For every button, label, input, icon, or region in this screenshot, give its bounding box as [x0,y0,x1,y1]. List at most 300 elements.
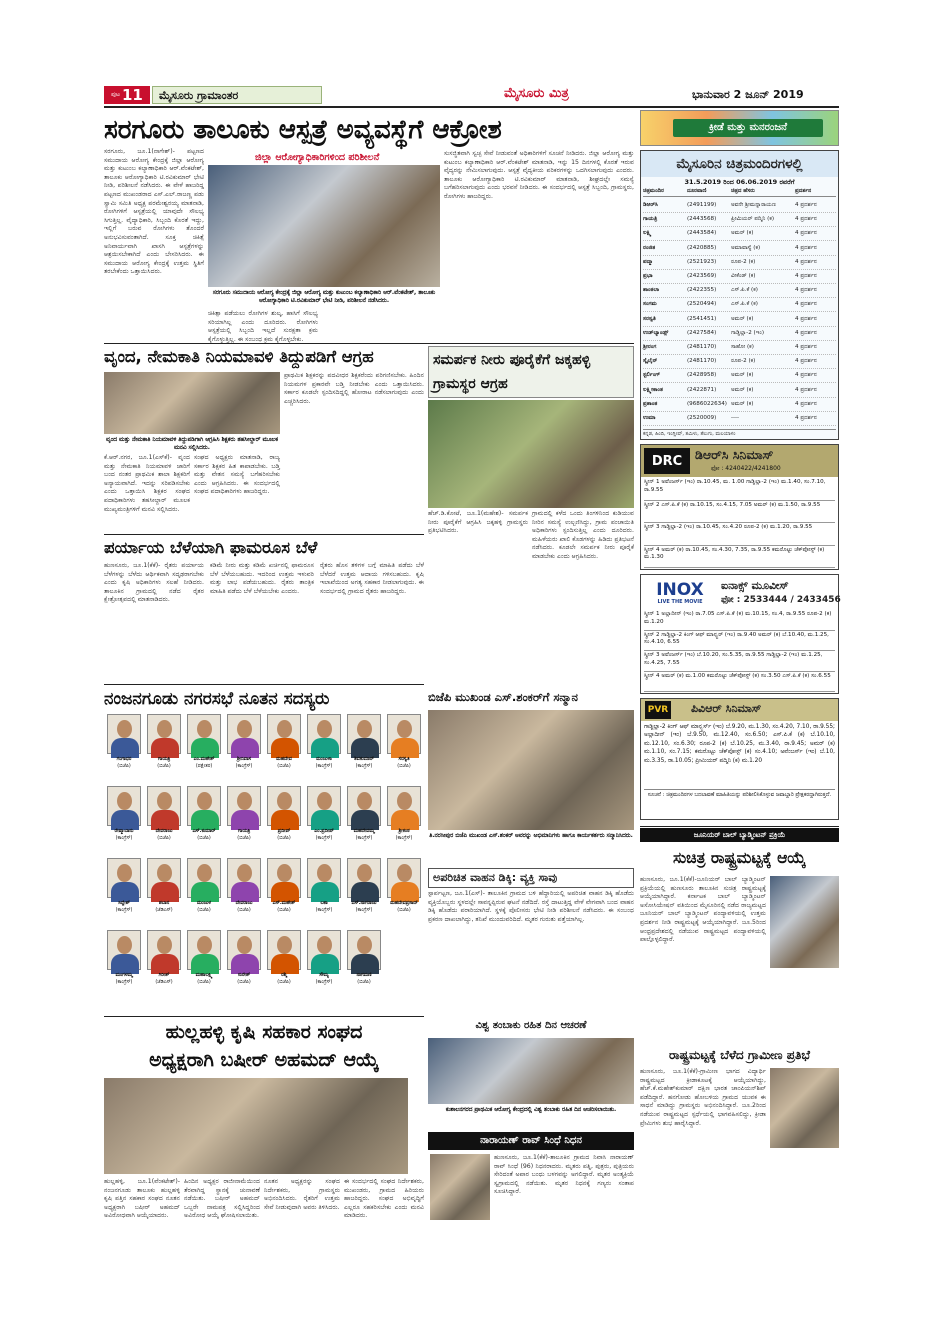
paper-name: ಮೈಸೂರು ಮಿತ್ರ [504,86,569,101]
page-date: ಭಾನುವಾರ 2 ಜೂನ್ 2019 [692,88,804,101]
masthead-rule [104,106,839,108]
cinema-cell: 4 ಪ್ರದರ್ಶನ [795,287,817,294]
portrait-face [197,720,212,738]
cinema-row [643,213,836,227]
portrait-face [117,720,132,738]
cinema-date-range: 31.5.2019 ರಿಂದ 06.06.2019 ರವರೆಗೆ [684,178,795,186]
pension-photo [104,372,280,434]
cinema-cell: (2541451) [687,315,717,322]
portrait-body [271,738,299,758]
badminton-photo [770,876,839,968]
cinema-table [643,199,836,427]
portrait-face [157,720,172,738]
portrait-body [271,810,299,830]
lead-photo [208,165,440,287]
member-portrait [147,714,181,754]
portrait-body [151,738,179,758]
cinema-listing [640,150,839,440]
member-name: ಗಾಯತ್ರಿ [237,829,251,834]
lead-photo-caption: ಸರಗೂರು ಸಮುದಾಯ ಆರೋಗ್ಯ ಕೇಂದ್ರಕ್ಕೆ ಜಿಲ್ಲಾ ಆರೋಗ್ಯ ಮತ್ತು ಕುಟುಂಬ ಕಲ್ಯಾಣಾಧಿಕಾರಿ ಆರ್.ವೆಂಕಟೇಶ್, ತಾಲೂಕು ಆರೋಗ್ಯಾಧಿಕಾರಿ ಟಿ.ರವಿಕುಮಾರ್ ಭೇಟಿ ನೀಡಿ, ಪರಿಶೀಲನೆ ನಡೆಸಿದರು. [212,290,436,304]
inox-tagline: LIVE THE MOVIE [657,599,703,605]
cinema-row [643,199,836,213]
member-portrait [187,858,221,898]
cinema-cell: ರೂಪ-2 (ಕ) [731,358,756,365]
member-portrait [347,858,381,898]
member-portrait [187,714,221,754]
portrait-body [151,810,179,830]
pension-headline: ವೃಂದ, ನೇಮಕಾತಿ ನಿಯಮಾವಳಿ ತಿದ್ದುಪಡಿಗೆ ಆಗ್ರಹ [104,347,374,366]
cinema-cell: ಲಕ್ಷ್ಮಿ [643,230,652,237]
member-portrait [307,930,341,970]
member-party: (ಕಾಂಗ್ರೆಸ್) [355,764,373,769]
portrait-body [351,954,379,974]
portrait-face [157,792,172,810]
cinema-column-header: ಪ್ರದರ್ಶನ [795,188,812,194]
cinema-cell: 4 ಪ್ರದರ್ಶನ [795,315,817,322]
member-name: ಮಂಜುಳ [196,901,212,906]
inox-screen-row: ಸ್ಕ್ರೀನ್ 2 ಗಾಡ್ಜಿಲ್ಲಾ-2 ಕಿಂಗ್ ಆಫ್ ಮಾನ್ಸ್ಟರ್ (ಇಂ) ರಾ.9.40 ಅಮರ್ (ಕ) ಬೆ.10.40, ಮ.1.25, ಸಂ.4.10, 6.55 [644,632,835,652]
inox-screen-row: ಸ್ಕ್ರೀನ್ 3 ಅವೆಂಜರ್ಸ್ (ಇಂ) ಬೆ.10.20, ಸಂ.5.35, ರಾ.9.55 ಗಾಡ್ಜಿಲ್ಲಾ-2 (ಇಂ) ಮ.1.25, ಸಂ.4.25, 7.55 [644,652,835,672]
farmer-body-3: ರೈತರು ಹೊಸ ತಳಿಗಳ ಬಗ್ಗೆ ಮಾಹಿತಿ ಪಡೆದು ಬೆಳೆ ಬೆಳೆದರೆ ಉತ್ತಮ ಆದಾಯ ಗಳಿಸಬಹುದು. ಕೃಷಿ ಇಲಾಖೆಯಿಂದ ಅಗತ್ಯ ಸಹಕಾರ ನೀಡಲಾಗುವುದು. ಈ ಸಂದರ್ಭದಲ್ಲಿ ಗ್ರಾಮದ ರೈತರು ಹಾಜರಿದ್ದರು. [320,562,424,595]
farmer-headline: ಪರ್ಯಾಯ ಬೆಳೆಯಾಗಿ ಫಾಮರೂಸ ಬೆಳೆ [104,538,318,557]
portrait-body [351,882,379,902]
cinema-column-header: ಚಿತ್ರದ ಹೆಸರು [731,188,755,194]
portrait-body [311,954,339,974]
member-name: ಎಸ್.ಕುಮಾರ್ [192,829,216,834]
portrait-face [237,792,252,810]
cinema-cell: (2428958) [687,372,717,379]
cinema-cell: (9686022634) [687,400,727,407]
portrait-face [157,936,172,954]
portrait-face [317,720,332,738]
cinema-cell: (2481170) [687,344,717,350]
member-portrait [107,858,141,898]
cinema-cell: 4 ಪ್ರದರ್ಶನ [795,358,817,365]
portrait-body [271,954,299,974]
cinema-cell: 4 ಪ್ರದರ್ಶನ [795,273,817,279]
section-title [152,86,322,104]
portrait-face [397,792,412,810]
cinema-cell: ಎಸ್.ಪಿ.ಕೆ (ಕ) [731,287,758,294]
portrait-face [237,864,252,882]
page-label: ಪುಟ [111,91,120,98]
lead-body-right: ಸುಸಜ್ಜಿತವಾಗಿ ಸ್ವಚ್ಛ ಸೇವೆ ನೀಡುವಂತೆ ಅಧಿಕಾರಿಗಳಿಗೆ ಸೂಚನೆ ನೀಡಿದರು. ಜಿಲ್ಲಾ ಆರೋಗ್ಯ ಮತ್ತು ಕುಟುಂಬ ಕಲ್ಯಾಣಾಧಿಕಾರಿ ಆರ್.ವೆಂಕಟೇಶ್ ಮಾತನಾಡಿ, ಇನ್ನು 15 ದಿನಗಳಲ್ಲಿ ಕೊರತೆ ಇರುವ ವೈದ್ಯರನ್ನು ನೇಮಿಸಲಾಗುವುದು. ಆಸ್ಪತ್ರೆ ವೈದ್ಯಕೀಯ ಪರಿಕರಗಳನ್ನು ಒದಗಿಸಲಾಗುವುದು ಎಂದರು. ತಾಲೂಕು ಆರೋಗ್ಯಾಧಿಕಾರಿ ಟಿ.ರವಿಕುಮಾರ್ ಮಾತನಾಡಿ, ಶೀಘ್ರದಲ್ಲೇ ಸಮಸ್ಯೆ ಬಗೆಹರಿಸಲಾಗುವುದು ಎಂದು ಭರವಸೆ ನೀಡಿದರು. ಈ ಸಂದರ್ಭದಲ್ಲಿ ಆಸ್ಪತ್ರೆ ಸಿಬ್ಬಂದಿ, ಗ್ರಾಮಸ್ಥರು, ರೋಗಿಗಳು ಹಾಜರಿದ್ದರು. [444,150,634,200]
member-name: ಶ್ರೀಕಂಠ [398,829,410,834]
member-portrait [267,930,301,970]
page-number-badge [104,86,150,104]
member-portrait [147,858,181,898]
cinema-cell: 4 ಪ್ರದರ್ಶನ [795,301,817,308]
member-name: ಮಂಗಳಮ್ಮ [115,973,133,978]
cinema-cell: 4 ಪ್ರದರ್ಶನ [795,344,817,350]
cinema-cell: (2520494) [687,301,717,308]
drc-header [641,445,838,477]
member-portrait [187,786,221,826]
member-portrait [307,858,341,898]
cinema-cell: ಸ್ಟರ್ಲಿಂಗ್ [643,372,661,379]
portrait-face [117,864,132,882]
inox-logo-text: INOX [656,580,704,600]
tobacco-photo [428,1038,634,1104]
cinema-cell: (2422355) [687,287,717,294]
member-name: ಮಂಜುಳಾ [316,757,332,762]
pvr-title: ಪಿವಿಆರ್ ಸಿನಿಮಾಸ್ [691,702,762,715]
cinema-column-header: ದೂರವಾಣಿ [687,188,707,194]
cinema-cell: (2422871) [687,386,717,393]
cinema-row [643,298,836,312]
member-name: ಸುರೇಶ್ [237,973,251,978]
pension-caption: ವೃಂದ ಮತ್ತು ನೇಮಕಾತಿ ನಿಯಮಾವಳಿ ತಿದ್ದುಪಡಿಗಾಗಿ ಆಗ್ರಹಿಸಿ ಶಿಕ್ಷಕರು ತಹಸೀಲ್ದಾರ್ ಮೂಲಕ ಮನವಿ ಸಲ್ಲಿಸಿದರು. [105,437,279,451]
obituary-headline-text: ನಾರಾಯಣ್ ರಾವ್ ಸಿಂಧೆ ನಿಧನ [480,1135,582,1146]
member-name: ಸೌಮ್ಯ [319,973,329,978]
member-name: ಸರಸ್ವತಿ [398,757,410,762]
cinema-cell: ಪದ್ಮಾ [643,258,653,265]
cinema-cell: ಸಂಗಮ [643,301,657,308]
portrait-body [311,810,339,830]
inox-screen-row: ಸ್ಕ್ರೀನ್ 4 ಅಮರ್ (ಕ) ಮ.1.00 ಕಮರೊಟ್ಟು ಚೆಕ್‌ಪೋಸ್ಟ್ (ಕ) ಸಂ.3.50 ಎಸ್.ಪಿ.ಕೆ (ಕ) ಸಂ.6.55 [644,673,835,693]
portrait-body [311,738,339,758]
member-portrait [267,786,301,826]
cinema-cell: ಗಾಯತ್ರಿ [643,216,658,223]
drc-title: ಡಿಆರ್‌ಸಿ ಸಿನಿಮಾಸ್ [695,447,774,462]
pvr-body: ಗಾಡ್ಜಿಲ್ಲಾ-2 ಕಿಂಗ್ ಆಫ್ ಮಾನ್ಸ್ಟರ್ಸ್ (ಇಂ) ಬೆ.9.20, ಮ.1.30, ಸಂ.4.20, 7.10, ರಾ.9.55; ಅಲ್ಲಾದೀನ್ (ಇಂ) ಬೆ.9.50, ಮ.12.40, ಸಂ.6.50; ಎಸ್.ಪಿ.ಕೆ (ಕ) ಬೆ.10.10, ಮ.12.10, ಸಂ.6.30; ರೂಪ-2 (ಕ) ಬೆ.10.25, ಮ.3.40, ರಾ.9.45; ಅಮರ್ (ಕ) ಮ.1.10, ಸಂ.7.15; ಕಮರೊಟ್ಟು ಚೆಕ್‌ಪೋಸ್ಟ್ (ಕ) ಸಂ.4.10; ಅವೆಂಜರ್ಸ್ (ಇಂ) ಬೆ.10, ಮ.3.35, ರಾ.10.05; ಪ್ರೀಮಿಯರ್ ಪದ್ಮಿನಿ (ಕ) ಮ.1.20 [644,724,835,764]
cinema-cell: 4 ಪ್ರದರ್ಶನ [795,244,817,251]
member-name: ಗಂಗಾಧರ [116,757,132,762]
masthead-bar [104,86,839,104]
cinema-table-header [643,188,836,197]
lead-headline: ಸರಗೂರು ತಾಲೂಕು ಆಸ್ಪತ್ರೆ ಅವ್ಯವಸ್ಥೆಗೆ ಆಕ್ರೋಶ [104,115,502,145]
member-portrait [387,786,421,826]
cinema-row [643,341,836,355]
cinema-cell: ಪ್ರೀಮಿಯರ್ ಪದ್ಮಿನಿ (ಕ) [731,216,775,223]
member-name: ಗಿರೀಶ್ [158,973,170,978]
cinema-cell: (2520009) [687,415,717,421]
cinema-cell: ರೂಪ-2 (ಕ) [731,258,756,265]
member-party: (ಬಿಜೆಪಿ) [117,764,131,769]
badminton-body: ಹುಣಸೂರು, ಜೂ.1(ಕೆಕೆ)-ಜೂನಿಯರ್ ಬಾಲ್ ಬ್ಯಾಡ್ಮಿಂಟನ್ ಪ್ರಕ್ರಿಯೆಯಲ್ಲಿ ಹುಣಸೂರು ತಾಲೂಕಿನ ಸುಚಿತ್ರ ರಾಷ್ಟ್ರಮಟ್ಟಕ್ಕೆ ಆಯ್ಕೆಯಾಗಿದ್ದಾರೆ. ಕರ್ನಾಟಕ ಬಾಲ್ ಬ್ಯಾಡ್ಮಿಂಟನ್ ಅಸೋಸಿಯೇಷನ್ ವತಿಯಿಂದ ಮೈಸೂರಿನಲ್ಲಿ ನಡೆದ ರಾಜ್ಯಮಟ್ಟದ ಜೂನಿಯರ್ ಬಾಲ್ ಬ್ಯಾಡ್ಮಿಂಟನ್ ಪಂದ್ಯಾವಳಿಯಲ್ಲಿ ಉತ್ತಮ ಪ್ರದರ್ಶನ ನೀಡಿ ರಾಷ್ಟ್ರಮಟ್ಟಕ್ಕೆ ಆಯ್ಕೆಯಾಗಿದ್ದಾರೆ. ಜೂ.5ರಿಂದ ಆಂಧ್ರಪ್ರದೇಶದಲ್ಲಿ ನಡೆಯುವ ರಾಷ್ಟ್ರಮಟ್ಟದ ಪಂದ್ಯಾವಳಿಯಲ್ಲಿ ಪಾಲ್ಗೊಳ್ಳಲಿದ್ದಾರೆ. [640,876,766,944]
rural-talent-body: ಹುಣಸೂರು, ಜೂ.1(ಕೆಕೆ)-ಗ್ರಾಮೀಣ ಭಾಗದ ವಿದ್ಯಾರ್ಥಿ ರಾಷ್ಟ್ರಮಟ್ಟದ ಕ್ರೀಡಾಕೂಟಕ್ಕೆ ಆಯ್ಕೆಯಾಗಿದ್ದು, ಹೆಚ್.ಕೆ.ಮಹೇಶ್‌ಕುಮಾರ್ ದಕ್ಷಿಣ ಭಾರತ ಚಾಂಪಿಯನ್‌ಶಿಪ್ ಪಡೆದಿದ್ದಾರೆ. ಹನಗೋಡು ಹೋಬಳಿಯ ಗ್ರಾಮದ ಯುವಕ ಈ ಸಾಧನೆ ಮಾಡಿದ್ದು ಗ್ರಾಮಸ್ಥರು ಅಭಿನಂದಿಸಿದ್ದಾರೆ. ಜೂ.2ರಿಂದ ನಡೆಯುವ ರಾಷ್ಟ್ರಮಟ್ಟದ ಸ್ಪರ್ಧೆಯಲ್ಲಿ ಭಾಗವಹಿಸಲಿದ್ದು, ಕ್ರೀಡಾ ಪ್ರೇಮಿಗಳು ಶುಭ ಹಾರೈಸಿದ್ದಾರೆ. [640,1068,766,1127]
drc-logo [644,448,690,474]
member-party: (ಬಿಜೆಪಿ) [237,980,251,985]
sports-banner-text: ಕ್ರೀಡೆ ಮತ್ತು ಮನರಂಜನೆ [673,119,823,137]
council-members-grid [104,714,424,1000]
drc-phone: ಫೋ : 4240422/4241800 [711,465,781,472]
cinema-cell: ಅಮರ್ (ಕ) [731,386,754,393]
cinema-cell: (2427584) [687,329,717,336]
member-portrait [107,930,141,970]
cinema-row [643,398,836,412]
cinema-row [643,242,836,256]
member-portrait [267,858,301,898]
member-name: ಸಿದ್ದೇಶ್ [118,901,130,906]
cinema-title: ಮೈಸೂರಿನ ಚಿತ್ರಮಂದಿರಗಳಲ್ಲಿ [641,151,838,177]
member-portrait [347,930,381,970]
portrait-body [191,882,219,902]
pvr-note: ಸೂಚನೆ : ಚಿತ್ರಮಂದಿರಗಳ ಬದಲಾವಣೆ ಮಾಹಿತಿಯನ್ನು ಪರಿಶೀಲಿಸಿಕೊಳ್ಳುವ ಜವಾಬ್ದಾರಿ ಪ್ರೇಕ್ಷಕರದ್ದಾಗಿರುತ್ತದೆ. [644,789,835,817]
member-portrait [107,714,141,754]
cinema-cell: 4 ಪ್ರದರ್ಶನ [795,372,817,379]
badminton-kicker-text: ಜೂನಿಯರ್ ಬಾಲ್ ಬ್ಯಾಡ್ಮಿಂಟನ್ ಪ್ರಕ್ರಿಯೆ [693,831,786,839]
portrait-body [231,810,259,830]
portrait-face [357,792,372,810]
portrait-face [317,792,332,810]
farmer-body-1: ಹುಣಸೂರು, ಜೂ.1(ಕೆಕೆ)- ರೈತರು ಪರ್ಯಾಯ ಬೆಳೆಗಳನ್ನು ಬೆಳೆದು ಆರ್ಥಿಕವಾಗಿ ಸದೃಢರಾಗಬೇಕು ಎಂದು ಕೃಷಿ ಅಧಿಕಾರಿಗಳು ಸಲಹೆ ನೀಡಿದರು. ತಾಲೂಕಿನ ಗ್ರಾಮದಲ್ಲಿ ನಡೆದ ರೈತರ ಕ್ಷೇತ್ರೋತ್ಸವದಲ್ಲಿ ಮಾತನಾಡಿದರು. [104,562,204,604]
member-party: (ಬಿಜೆಪಿ) [157,836,171,841]
portrait-face [197,792,212,810]
member-name: ಮಹಾಲಕ್ಷ್ಮಿ [195,973,213,978]
water-caption: ಹೆಚ್.ಡಿ.ಕೋಟೆ, ಜೂ.1(ಮಹೇಶ)- ಸಮರ್ಪಕ ನೀರು ಪೂರೈಕೆಗೆ ಆಗ್ರಹಿಸಿ ಜಕ್ಕಹಳ್ಳಿ ಗ್ರಾಮಸ್ಥರು ಪ್ರತಿಭಟಿಸಿದರು. [428,510,528,535]
member-name: ಎಸ್.ಮಹೇಶ್ [272,901,296,906]
cinema-cell: ಡಿಆರ್‌ಸಿ [643,202,658,208]
portrait-body [231,954,259,974]
portrait-face [117,936,132,954]
pvr-logo [645,701,671,719]
obituary-body: ಹುಣಸೂರು, ಜೂ.1(ಕೆಕೆ)-ತಾಲೂಕಿನ ಗ್ರಾಮದ ನಿವಾಸಿ ನಾರಾಯಣ್ ರಾವ್ ಸಿಂಧೆ (96) ನಿಧನರಾದರು. ಮೃತರು ಪತ್ನಿ, ಪುತ್ರರು, ಪುತ್ರಿಯರು ಸೇರಿದಂತೆ ಅಪಾರ ಬಂಧು ಬಳಗವನ್ನು ಅಗಲಿದ್ದಾರೆ. ಮೃತರ ಅಂತ್ಯಕ್ರಿಯೆ ಸ್ವಗ್ರಾಮದಲ್ಲಿ ನಡೆಯಿತು. ಮೃತರ ನಿಧನಕ್ಕೆ ಗಣ್ಯರು ಸಂತಾಪ ಸೂಚಿಸಿದ್ದಾರೆ. [494,1154,634,1196]
member-portrait [227,930,261,970]
drc-screen-row: ಸ್ಕ್ರೀನ್ 3 ಗಾಡ್ಜಿಲ್ಲಾ-2 (ಇಂ) ರಾ.10.45, ಸಂ.4.20 ರೂಪ-2 (ಕ) ಮ.1.20, ರಾ.9.55 [644,524,835,546]
cinema-cell: ಅಮರ್ (ಕ) [731,230,754,237]
portrait-face [317,864,332,882]
member-portrait [387,714,421,754]
drc-screen-row: ಸ್ಕ್ರೀನ್ 4 ಅಮರ್ (ಕ) ರಾ.10.45, ಸಂ.4.30, 7.35, ರಾ.9.55 ಕಮರೊಟ್ಟು ಚೆಕ್‌ಪೋಸ್ಟ್ (ಕ) ಮ.1.30 [644,547,835,569]
portrait-face [277,864,292,882]
drc-screen-row: ಸ್ಕ್ರೀನ್ 2 ಎಸ್.ಪಿ.ಕೆ (ಕ) ರಾ.10.15, ಸಂ.4.15, 7.05 ಅಮರ್ (ಕ) ಮ.1.50, ರಾ.9.55 [644,502,835,524]
section-label: ಮೈಸೂರು ಗ್ರಾಮಾಂತರ [159,89,239,102]
nanjangud-headline: ನಂಜನಗೂಡು ನಗರಸಭೆ ನೂತನ ಸದಸ್ಯರು [104,689,330,709]
cinema-cell: ಉಡ್‌ಲ್ಯಾಂಡ್ಸ್ [643,329,669,336]
portrait-face [277,720,292,738]
cinema-cell: 4 ಪ್ರದರ್ಶನ [795,216,817,223]
cinema-cell: ಉಮಾ [643,415,656,421]
member-name: ಶ್ರೀನಿವಾಸ [236,757,252,762]
cinema-cell: 4 ಪ್ರದರ್ಶನ [795,386,817,393]
cinema-cell: (2420885) [687,244,717,251]
portrait-face [397,864,412,882]
member-portrait [227,858,261,898]
cinema-cell: 4 ಪ್ರದರ್ಶನ [795,400,817,407]
cinema-cell: ಅಮರ್ (ಕ) [731,400,754,407]
bjp-headline: ಬಿಜೆಪಿ ಮುಖಂಡ ಎಸ್.ಶಂಕರ್‌ಗೆ ಸನ್ಮಾನ [428,690,578,704]
hullahalli-photo [104,1078,408,1174]
nanjangud-top-rule [104,684,424,685]
cinema-footnote: ಕನ್ನಡ, ಹಿಂದಿ, ಇಂಗ್ಲೀಷ್, ತಮಿಳು, ತೆಲುಗು, ಮಲಯಾಳಂ [643,429,836,437]
member-portrait [147,786,181,826]
portrait-face [197,936,212,954]
cinema-cell: (2481170) [687,358,717,365]
portrait-face [117,792,132,810]
portrait-body [351,738,379,758]
member-party: (ಬಿಜೆಪಿ) [197,836,211,841]
member-party: (ಬಿಜೆಪಿ) [157,764,171,769]
member-name: ನಾಗಮಣಿ [356,973,372,978]
member-party: (ಬಿಜೆಪಿ) [277,908,291,913]
member-party: (ಬಿಜೆಪಿ) [277,980,291,985]
portrait-body [151,882,179,902]
member-portrait [187,930,221,970]
member-name: ದೇವರಾಜು [235,901,253,906]
water-headline-text: ಸಮರ್ಪಕ ನೀರು ಪೂರೈಕೆಗೆ ಜಕ್ಕಹಳ್ಳಿ ಗ್ರಾಮಸ್ಥರ ಆಗ್ರಹ [433,352,591,392]
water-headline [428,346,634,398]
member-name: ಪ್ರದೀಪ್ [277,829,291,834]
hullahalli-top-rule [104,1016,424,1017]
drc-box [640,444,839,570]
hullahalli-body-4: ಈ ಸಂದರ್ಭದಲ್ಲಿ ಸಂಘದ ನಿರ್ದೇಶಕರು, ಮುಖಂಡರು, ಗ್ರಾಮದ ಹಿರಿಯರು ಹಾಜರಿದ್ದರು. ಸಂಘದ ಅಭಿವೃದ್ಧಿಗೆ ಎಲ್ಲರೂ ಸಹಕರಿಸಬೇಕು ಎಂದು ಮನವಿ ಮಾಡಿದರು. [344,1178,424,1220]
pension-body-3: ಪ್ರಾಥಮಿಕ ಶಿಕ್ಷಕರನ್ನು ಪದವೀಧರ ಶಿಕ್ಷಕರೆಂದು ಪರಿಗಣಿಸಬೇಕು. ಹಿಂದಿನ ನಿಯಮಗಳ ಪ್ರಕಾರವೇ ಬಡ್ತಿ ನೀಡಬೇಕು ಎಂದು ಒತ್ತಾಯಿಸಿದರು. ಸರ್ಕಾರ ಕೂಡಲೇ ಸ್ಪಂದಿಸದಿದ್ದಲ್ಲಿ ಹೋರಾಟ ನಡೆಸಲಾಗುವುದು ಎಂದು ಎಚ್ಚರಿಸಿದರು. [284,372,424,405]
cinema-cell: ಅಮರ್ (ಕ) [731,315,754,322]
cinema-cell: (2443584) [687,230,717,237]
cinema-column-header: ಚಿತ್ರಮಂದಿರ [643,188,664,194]
water-body: ಗ್ರಾಮದಲ್ಲಿ ಕಳೆದ ಒಂದು ತಿಂಗಳಿನಿಂದ ಕುಡಿಯುವ ನೀರಿನ ಸಮಸ್ಯೆ ಉಲ್ಬಣಿಸಿದ್ದು, ಗ್ರಾಮ ಪಂಚಾಯಿತಿ ಅಧಿಕಾರಿಗಳು ಸ್ಪಂದಿಸುತ್ತಿಲ್ಲ ಎಂದು ದೂರಿದರು. ಮಹಿಳೆಯರು ಖಾಲಿ ಕೊಡಗಳನ್ನು ಹಿಡಿದು ಪ್ರತಿಭಟನೆ ನಡೆಸಿದರು. ಕೂಡಲೇ ಸಮರ್ಪಕ ನೀರು ಪೂರೈಕೆ ಮಾಡಬೇಕು ಎಂದು ಆಗ್ರಹಿಸಿದರು. [532,510,634,560]
cinema-cell: ಸಾಹೋ (ಕ) [731,344,754,350]
cinema-cell: ಅಮಾವಾಸ್ಯೆ (ಕ) [731,244,761,251]
pension-body-1: ಕೆ.ಆರ್.ನಗರ, ಜೂ.1(ಎಸ್‌ಕೆ)- ವೃಂದ ಮತ್ತು ನೇಮಕಾತಿ ನಿಯಮಾವಳಿ ಜಾರಿಗೆ ಬಂದ ನಂತರ ಪ್ರಾಥಮಿಕ ಶಾಲಾ ಶಿಕ್ಷಕರಿಗೆ ಅನ್ಯಾಯವಾಗಿದೆ. ಇದನ್ನು ಸರಿಪಡಿಸಬೇಕು ಎಂದು ಒತ್ತಾಯಿಸಿ ಶಿಕ್ಷಕರ ಸಂಘದ ಪದಾಧಿಕಾರಿಗಳು ತಹಸೀಲ್ದಾರ್ ಮೂಲಕ ಮುಖ್ಯಮಂತ್ರಿಗಳಿಗೆ ಮನವಿ ಸಲ್ಲಿಸಿದರು. [104,454,190,513]
badminton-kicker [640,828,839,842]
inox-screen-row: ಸ್ಕ್ರೀನ್ 1 ಅಲ್ಲಾದೀನ್ (ಇಂ) ರಾ.7.05 ಎಸ್.ಪಿ.ಕೆ (ಕ) ಮ.10.15, ಸಂ.4, ರಾ.9.55 ರೂಪ-2 (ಕ) ಮ.1.20 [644,611,835,631]
cinema-cell: ಲಕ್ಷ್ಮೀಕಾಂತ [643,386,663,393]
member-party: (ಬಿಜೆಪಿ) [277,764,291,769]
member-portrait [227,714,261,754]
hullahalli-headline-2: ಅಧ್ಯಕ್ಷರಾಗಿ ಬಷೀರ್ ಅಹಮದ್ ಆಯ್ಕೆ [149,1049,379,1071]
member-party: (ಬಿಜೆಪಿ) [277,836,291,841]
cinema-cell: ಸರಸ್ವತಿ [643,315,656,322]
member-party: (ಕಾಂಗ್ರೆಸ್) [355,836,373,841]
cinema-cell: ಶ್ರೀರಂಗ [643,344,657,350]
water-photo [428,400,634,508]
member-portrait [227,786,261,826]
member-party: (ಕಾಂಗ್ರೆಸ್) [115,836,133,841]
pension-body-2: ಸಂಘದ ಅಧ್ಯಕ್ಷರು ಮಾತನಾಡಿ, ರಾಜ್ಯ ಸರ್ಕಾರ ಶಿಕ್ಷಕರ ಹಿತ ಕಾಪಾಡಬೇಕು. ಬಡ್ತಿ ಮತ್ತು ವೇತನ ಸಮಸ್ಯೆ ಬಗೆಹರಿಸಬೇಕು ಎಂದು ಆಗ್ರಹಿಸಿದರು. ಈ ಸಂದರ್ಭದಲ್ಲಿ ಸಂಘದ ಪದಾಧಿಕಾರಿಗಳು ಹಾಜರಿದ್ದರು. [194,454,280,496]
cinema-row [643,327,836,341]
hullahalli-headline-1: ಹುಲ್ಲಹಳ್ಳಿ ಕೃಷಿ ಸಹಕಾರ ಸಂಘದ [165,1021,363,1043]
tobacco-headline: ವಿಶ್ವ ತಂಬಾಕು ರಹಿತ ದಿನ ಆಚರಣೆ [475,1020,587,1031]
member-name: ದೇವರಾಜು [155,829,173,834]
member-party: (ಕಾಂಗ್ರೆಸ್) [355,908,373,913]
cinema-cell: (2521923) [687,258,717,265]
cinema-row [643,270,836,284]
member-name: ಮಹದೇವಪ್ರಸಾದ್ [390,901,418,906]
member-name: ಶಬಾನ [158,901,170,906]
accident-headline [428,868,634,888]
portrait-body [391,882,419,902]
cinema-row [643,355,836,369]
portrait-body [111,954,139,974]
member-party: (ಬಿಜೆಪಿ) [197,908,211,913]
cinema-row [643,384,836,398]
member-party: (ಕಾಂಗ್ರೆಸ್) [315,908,333,913]
member-party: (ಕಾಂಗ್ರೆಸ್) [395,836,413,841]
obituary-headline [428,1132,634,1150]
lead-body-left: ಸರಗೂರು, ಜೂ.1(ನಾಗೇಶ್)- ಪಟ್ಟಣದ ಸಮುದಾಯ ಆರೋಗ್ಯ ಕೇಂದ್ರಕ್ಕೆ ಜಿಲ್ಲಾ ಆರೋಗ್ಯ ಮತ್ತು ಕುಟುಂಬ ಕಲ್ಯಾಣಾಧಿಕಾರಿ ಆರ್.ವೆಂಕಟೇಶ್, ತಾಲೂಕು ಆರೋಗ್ಯಾಧಿಕಾರಿ ಟಿ.ರವಿಕುಮಾರ್ ಭೇಟಿ ನೀಡಿ, ಪರಿಶೀಲನೆ ನಡೆಸಿದರು. ಈ ವೇಳೆ ಹಾಜರಿದ್ದ ಪಟ್ಟಣದ ಮುಖಂಡರಾದ ಎಸ್.ಎಲ್.ರಾಜಣ್ಣ ಪಡು ಸ್ವಾಮಿ ಸಮಿತಿ ಅಧ್ಯಕ್ಷ ಪರಮೇಶ್ವರಯ್ಯ ಮಾತನಾಡಿ, ರೋಗಿಗಳಿಗೆ ಆಸ್ಪತ್ರೆಯಲ್ಲಿ ಯಾವುದೇ ಸೌಲಭ್ಯ ಸಿಗುತ್ತಿಲ್ಲ. ವೈದ್ಯಾಧಿಕಾರಿ, ಸಿಬ್ಬಂದಿ ಕೊರತೆ ಇದ್ದು, ಇಲ್ಲಿಗೆ ಬರುವ ರೋಗಿಗಳು ತೊಂದರೆ ಅನುಭವಿಸುವಂತಾಗಿದೆ. ಸೂಕ್ತ ಚಿಕಿತ್ಸೆ ಅನಿವಾರ್ಯವಾಗಿ ಖಾಸಗಿ ಆಸ್ಪತ್ರೆಗಳನ್ನು ಆಶ್ರಯಿಸಬೇಕಾಗಿದೆ ಎಂದು ಬೇಸರಿಸಿದರು. ಈ ಸಮುದಾಯ ಆರೋಗ್ಯ ಕೇಂದ್ರಕ್ಕೆ ಉತ್ತಮ ಸ್ಥಿತಿಗೆ ತರಬೇಕೆಂದು ಒತ್ತಾಯಿಸಿದರು. [104,148,204,276]
member-name: ಶಿವಕುಮಾರ್ [354,757,374,762]
cinema-cell: ಅವನೇ ಶ್ರೀಮನ್ನಾರಾಯಣ [731,202,776,208]
inox-title: ಐನಾಕ್ಸ್ ಮೂವೀಸ್ [721,579,789,592]
member-portrait [147,930,181,970]
cinema-cell: (2443568) [687,216,717,223]
member-party: (ಜೆಡಿಎಸ್) [155,908,173,913]
cinema-cell: ರಂಜಿತ [643,244,656,251]
portrait-face [357,936,372,954]
portrait-body [191,954,219,974]
cinema-cell: ಅಮರ್ (ಕ) [731,372,754,379]
sports-banner [640,110,839,146]
portrait-body [271,882,299,902]
portrait-body [231,882,259,902]
member-name: ರೇಷ್ಮಾಬಾನು [114,829,134,834]
member-name: ಮಹದೇವ [276,757,292,762]
member-portrait [307,786,341,826]
portrait-face [397,720,412,738]
badminton-headline: ಸುಚಿತ್ರ ರಾಷ್ಟ್ರಮಟ್ಟಕ್ಕೆ ಆಯ್ಕೆ [673,849,806,867]
member-portrait [347,714,381,754]
cinema-row [643,412,836,426]
member-portrait [387,858,421,898]
member-party: (ಬಿಜೆಪಿ) [397,764,411,769]
cinema-cell: 4 ಪ್ರದರ್ಶನ [795,329,817,336]
portrait-body [351,810,379,830]
member-portrait [307,714,341,754]
portrait-body [111,738,139,758]
inox-screens [641,611,838,693]
portrait-face [237,720,252,738]
obituary-photo [430,1154,490,1220]
member-party: (ಕಾಂಗ್ರೆಸ್) [315,764,333,769]
page-number: 11 [121,86,143,104]
bjp-photo [428,710,634,830]
hullahalli-body-2: ಹಿಂದಿನ ಅಧ್ಯಕ್ಷರ ರಾಜೀನಾಮೆಯಿಂದ ತೆರವಾಗಿದ್ದ ಸ್ಥಾನಕ್ಕೆ ಚುನಾವಣೆ ನಡೆಯಿತು. ಬಷೀರ್ ಅಹಮದ್ ಒಬ್ಬರೇ ನಾಮಪತ್ರ ಸಲ್ಲಿಸಿದ್ದರಿಂದ ಅವಿರೋಧ ಆಯ್ಕೆ ಘೋಷಿಸಲಾಯಿತು. [184,1178,260,1220]
portrait-face [317,936,332,954]
cinema-cell: ಗಾಡ್ಜಿಲ್ಲಾ-2 (ಇಂ) [731,329,765,336]
portrait-face [197,864,212,882]
portrait-face [277,792,292,810]
cinema-cell: 4 ಪ್ರದರ್ಶನ [795,230,817,237]
cinema-cell: (2491199) [687,202,717,208]
portrait-face [357,864,372,882]
portrait-body [191,810,219,830]
cinema-cell: ಎಸ್.ಪಿ.ಕೆ (ಕ) [731,301,758,308]
member-party: (ಕಾಂಗ್ರೆಸ್) [115,908,133,913]
inox-phone: ಫೋ : 2533444 / 2433456 [721,595,841,605]
portrait-face [357,720,372,738]
drc-screens [641,479,838,569]
drc-screen-row: ಸ್ಕ್ರೀನ್ 1 ಅವೆಂಜರ್ಸ್ (ಇಂ) ರಾ.10.45, ಮ. 1.00 ಗಾಡ್ಜಿಲ್ಲಾ-2 (ಇಂ) ಮ.1.40, ಸಂ.7.10, ರಾ.9.55 [644,479,835,501]
lead-body-mid: ಚಿಕಿತ್ಸಾ ಪಡೆಯಲು ರೋಗಿಗಳ ಶುಲ್ಕ, ಹಾಸಿಗೆ ಸೌಲಭ್ಯ ಸರಿಯಾಗಿಲ್ಲ ಎಂದು ದೂರಿದರು. ರೋಗಿಗಳು ಆಸ್ಪತ್ರೆಯಲ್ಲಿ ಸಿಬ್ಬಂದಿ ಇಲ್ಲದೆ ಸುರಕ್ಷತಾ ಕ್ರಮ ಕೈಗೊಳ್ಳುತ್ತಿಲ್ಲ. ಈ ಸಂಬಂಧ ಕ್ರಮ ಕೈಗೊಳ್ಳಬೇಕು. [208,310,318,343]
hullahalli-body-1: ಹುಲ್ಲಹಳ್ಳಿ, ಜೂ.1(ವೆಂಕಟೇಶ್)- ನಂಜನಗೂಡು ತಾಲೂಕು ಹುಲ್ಲಹಳ್ಳಿ ಕೃಷಿ ಪತ್ತಿನ ಸಹಕಾರ ಸಂಘದ ನೂತನ ಅಧ್ಯಕ್ಷರಾಗಿ ಬಷೀರ್ ಅಹಮದ್ ಅವಿರೋಧವಾಗಿ ಆಯ್ಕೆಯಾದರು. [104,1178,180,1220]
portrait-body [311,882,339,902]
portrait-face [237,936,252,954]
rural-talent-headline: ರಾಷ್ಟ್ರಮಟ್ಟಕ್ಕೆ ಬೆಳೆದ ಗ್ರಾಮೀಣ ಪ್ರತಿಭೆ [668,1048,810,1062]
farmer-body-2: ಕಡಿಮೆ ನೀರು ಮತ್ತು ಕಡಿಮೆ ಖರ್ಚಿನಲ್ಲಿ ಫಾಮರೂಸ ಬೆಳೆ ಬೆಳೆಯಬಹುದು. ಇದರಿಂದ ಉತ್ತಮ ಇಳುವರಿ ಮತ್ತು ಲಾಭ ಪಡೆಯಬಹುದು. ರೈತರು ತಾಂತ್ರಿಕ ಮಾಹಿತಿ ಪಡೆದು ಬೆಳೆ ಬೆಳೆಯಬೇಕು ಎಂದರು. [210,562,314,595]
member-party: (ಬಿಜೆಪಿ) [397,908,411,913]
member-party: (ಪಕ್ಷೇತರ) [195,764,213,769]
member-party: (ಜೆಡಿಎಸ್) [155,980,173,985]
member-name: ಗಾಯತ್ರಿ [157,757,171,762]
member-party: (ಕಾಂಗ್ರೆಸ್) [315,980,333,985]
portrait-body [111,882,139,902]
badminton-top-rule [640,826,839,827]
cinema-cell: ಶಾಂತಲಾ [643,287,660,294]
portrait-body [151,954,179,974]
cinema-row [643,284,836,298]
member-name: ಎಂ.ಪ್ರದೀಪ್ [314,829,334,834]
cinema-cell: ವೀಕೆಂಡ್ (ಕ) [731,273,756,279]
tobacco-caption: ಕುಶಾಲನಗರದ ಪ್ರಾಥಮಿಕ ಆರೋಗ್ಯ ಕೇಂದ್ರದಲ್ಲಿ ವಿಶ್ವ ತಂಬಾಕು ರಹಿತ ದಿನ ಆಚರಿಸಲಾಯಿತು. [445,1107,617,1113]
member-party: (ಕಾಂಗ್ರೆಸ್) [315,836,333,841]
pvr-box [640,698,839,820]
portrait-body [391,810,419,830]
cinema-cell: ಪ್ರಭಾ [643,273,653,279]
inox-box [640,574,839,694]
farmer-top-rule [104,534,424,535]
